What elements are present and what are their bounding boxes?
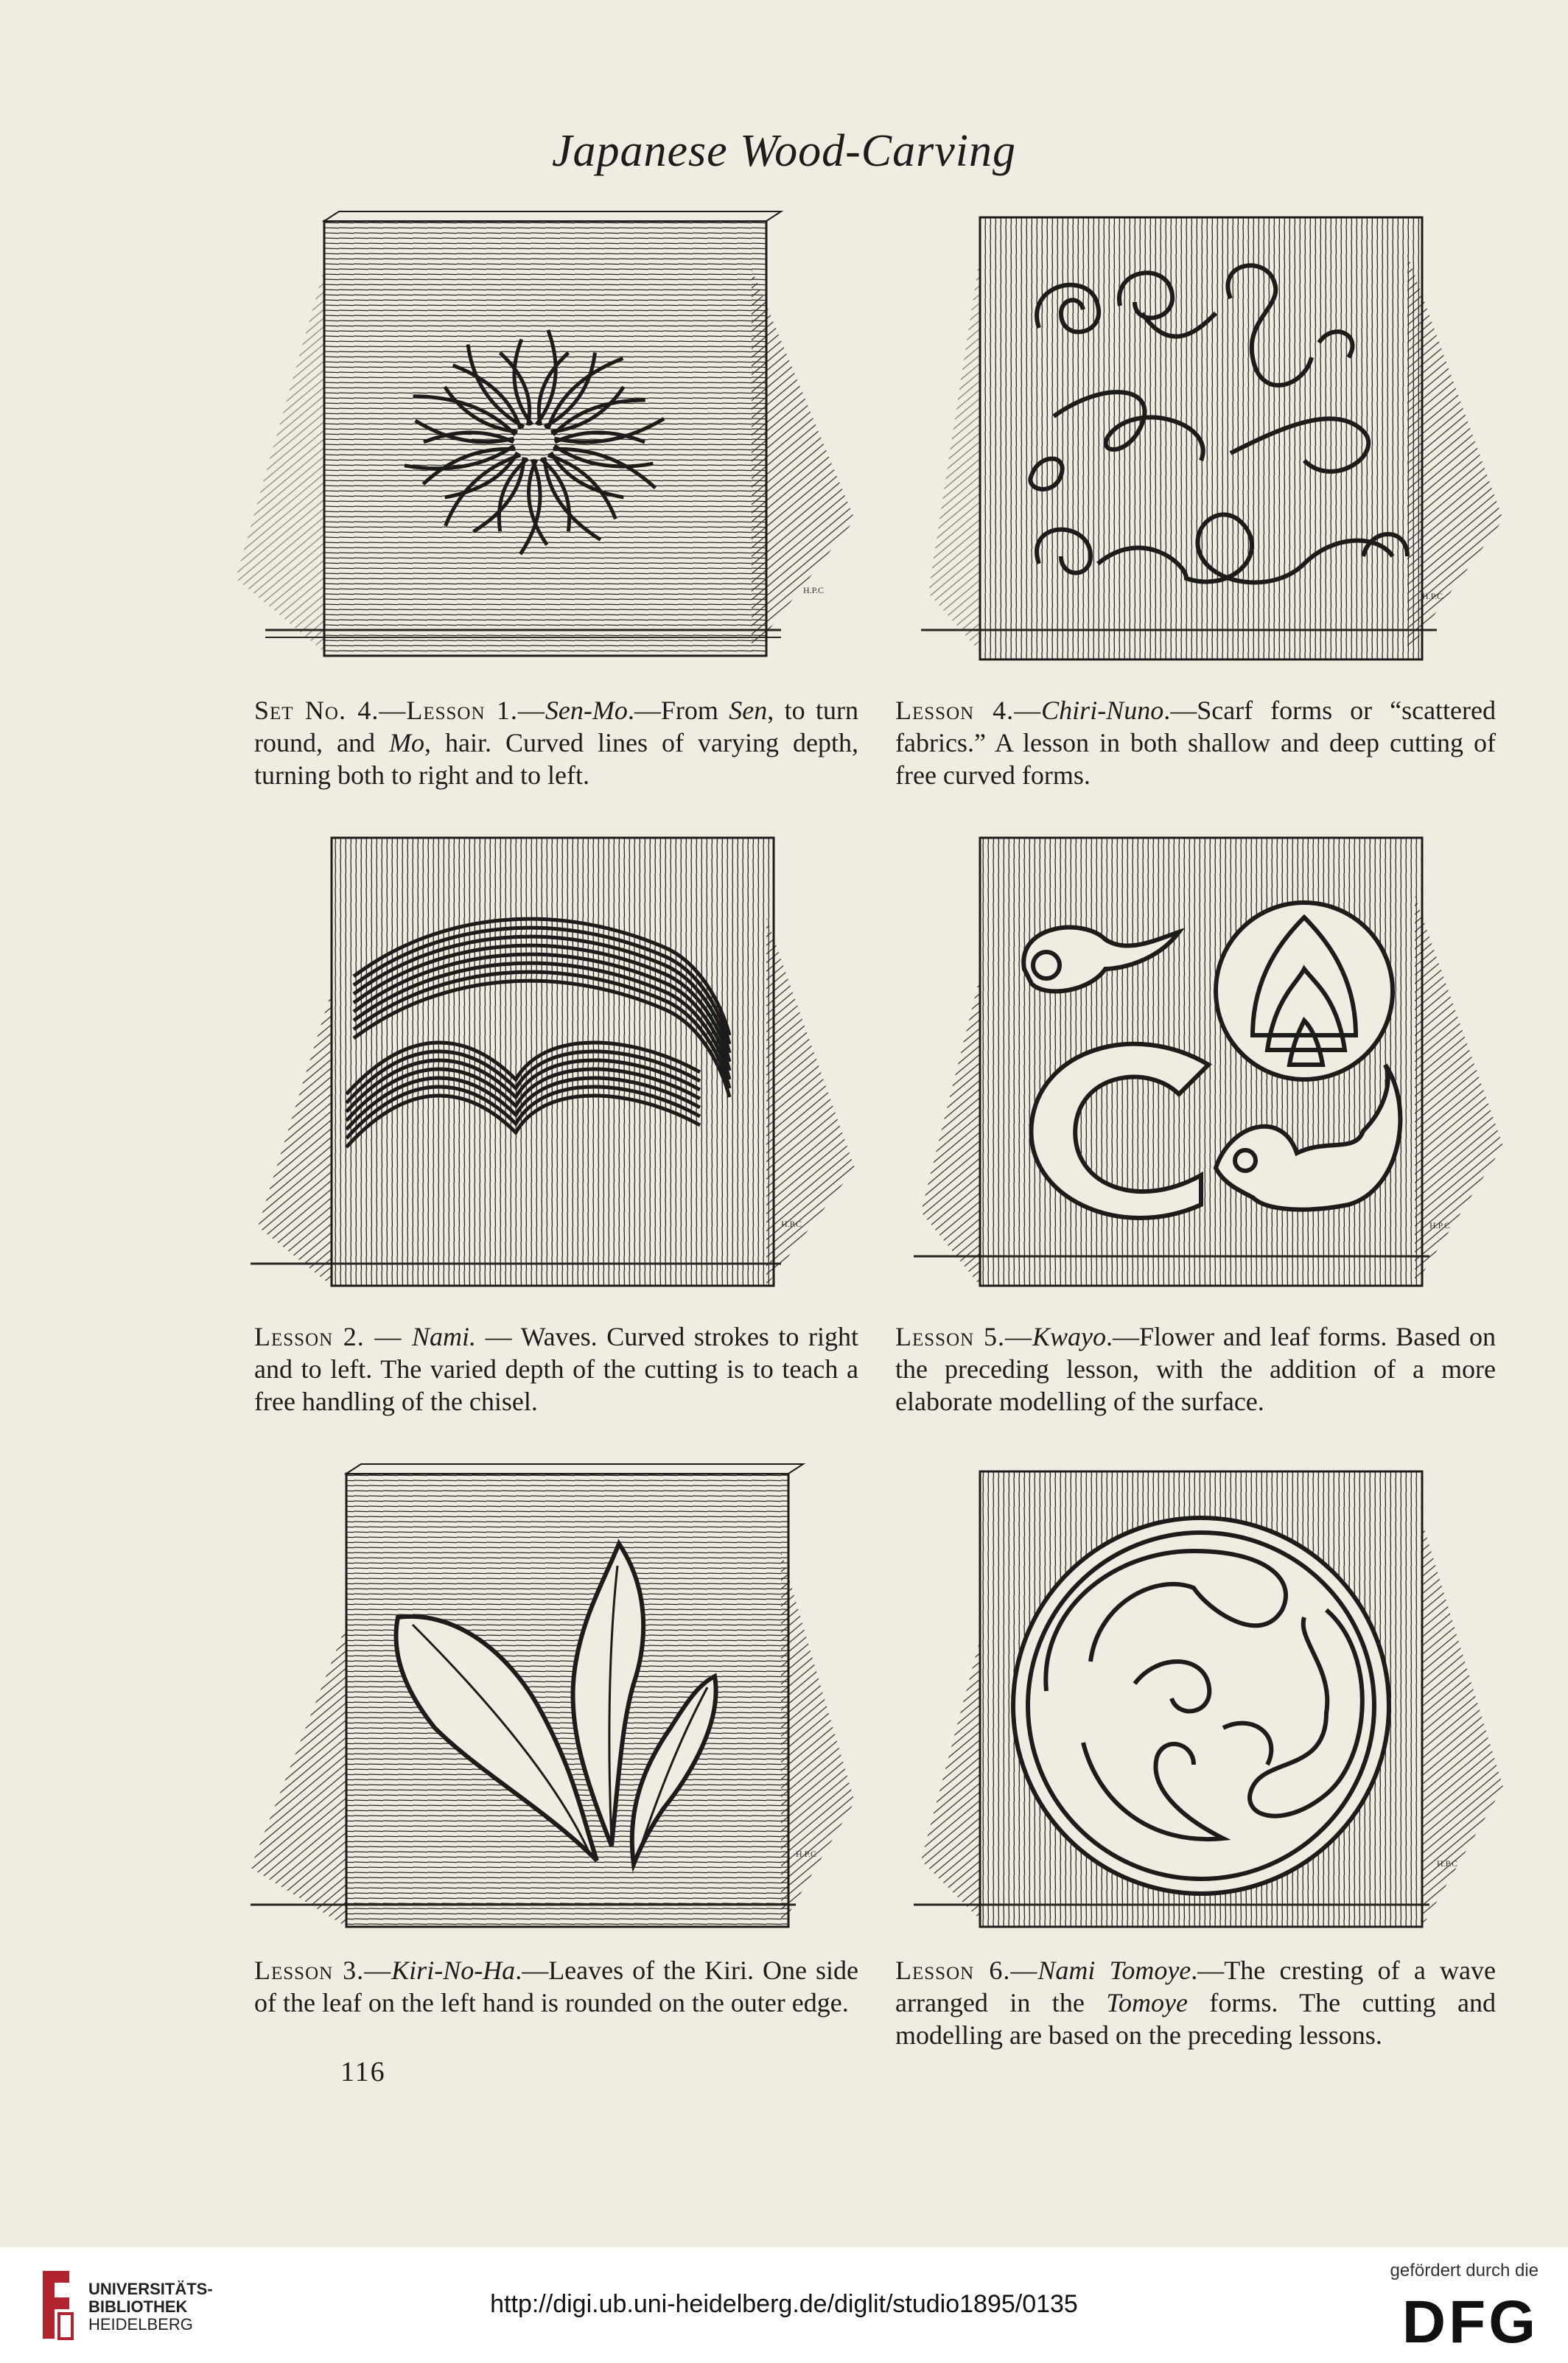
running-head: Japanese Wood-Carving: [551, 126, 1016, 176]
caption-lesson-5: Lesson 5.—Kwayo.—Flower and leaf forms. Based on the preceding lesson, with the addition of a more elaborate modelling of the surface.: [895, 1322, 1496, 1416]
plate-initials: H.P.C: [1437, 1858, 1458, 1869]
plate-initials: H.P.C: [803, 585, 825, 595]
caption-lesson-3: Lesson 3.—Kiri-No-Ha.—Leaves of the Kiri. One side of the leaf on the left hand is rounded on the outer edge.: [254, 1956, 858, 2017]
plate-initials: H.P.C: [796, 1849, 817, 1859]
library-name: UNIVERSITÄTS- BIBLIOTHEK HEIDELBERG: [88, 2280, 213, 2334]
caption-lesson-4: Lesson 4.—Chiri-Nuno.—Scarf forms or “scattered fabrics.” A lesson in both shallow and deep cutting of free curved forms.: [895, 696, 1496, 790]
plate-lesson-1: [221, 210, 855, 674]
caption-lesson-1: Set No. 4.—Lesson 1.—Sen-Mo.—From Sen, to turn round, and Mo, hair. Curved lines of varying depth, turning both to right and to left.: [254, 696, 859, 790]
caption-lesson-2: Lesson 2. — Nami. — Waves. Curved strokes to right and to left. The varied depth of the cutting is to teach a free handling of the chisel.: [254, 1322, 859, 1416]
source-url-link[interactable]: http://digi.ub.uni-heidelberg.de/diglit/studio1895/0135: [490, 2290, 1078, 2318]
dfg-logo: DFG: [1401, 2289, 1539, 2356]
plate-lesson-3: [236, 1463, 855, 1942]
caption-lesson-6: Lesson 6.—Nami Tomoye.—The cresting of a wave arranged in the Tomoye forms. The cutting and modelling are based on the preceding lessons.: [895, 1956, 1496, 2050]
page-number: 116: [340, 2056, 386, 2087]
plate-lesson-4: [921, 210, 1511, 674]
plate-initials: H.P.C: [1422, 591, 1443, 601]
plate-lesson-2: [251, 829, 855, 1300]
plate-lesson-5: [914, 829, 1511, 1300]
plate-initials: H.P.C: [781, 1219, 802, 1229]
plate-initials: H.P.C: [1429, 1220, 1451, 1230]
plate-lesson-6: [914, 1463, 1518, 1942]
funding-note: gefördert durch die: [1390, 2261, 1539, 2280]
